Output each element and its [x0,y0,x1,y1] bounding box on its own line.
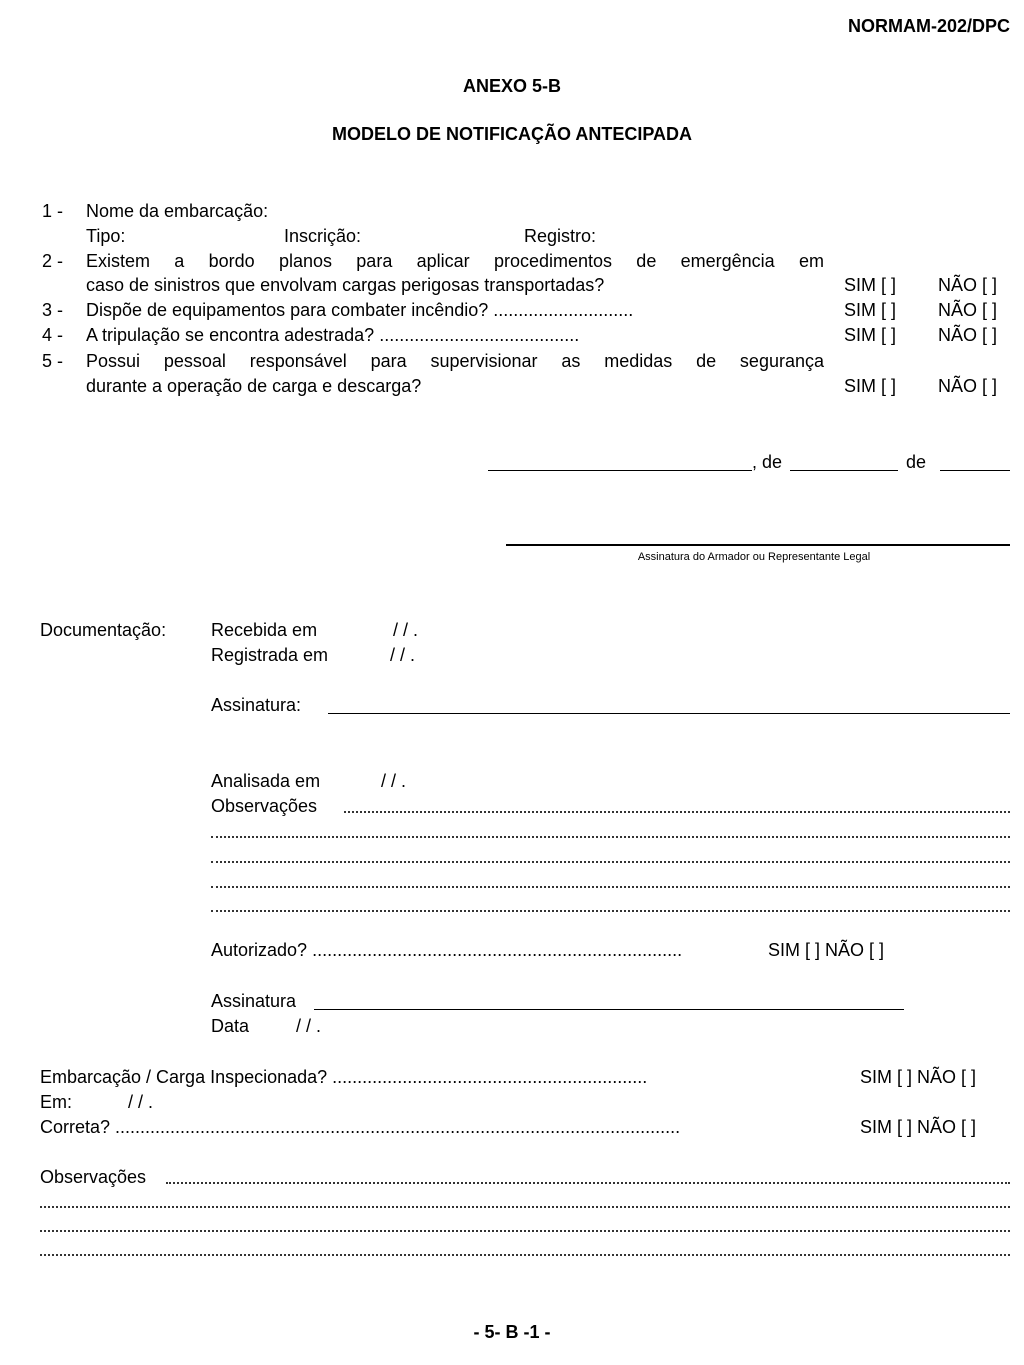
place-blank-line[interactable] [488,470,752,471]
observacoes-final-line-2[interactable] [40,1206,1010,1208]
owner-signature-caption: Assinatura do Armador ou Representante Legal [637,551,871,563]
item-4-text: A tripulação se encontra adestrada? ........................................ [86,325,580,345]
item-4-sim[interactable]: SIM [ ] [844,325,897,345]
item-5-line-2: durante a operação de carga e descarga? [86,376,422,396]
assinatura2-line[interactable] [314,1009,904,1010]
owner-signature-line[interactable] [506,544,1010,546]
assinatura2-label: Assinatura [211,991,297,1011]
item-5-line-1: Possui pessoal responsável para supervisionar as medidas de segurança [86,351,824,371]
assinatura-line[interactable] [328,713,1010,714]
observacoes-doc-line-2[interactable] [211,836,1010,838]
item-2-line-2: caso de sinistros que envolvam cargas perigosas transportadas? [86,275,605,295]
observacoes-final-line-1[interactable] [166,1182,1010,1184]
date-de-1: , de [752,452,783,472]
observacoes-doc-line-4[interactable] [211,886,1010,888]
year-blank-line[interactable] [940,470,1010,471]
registrada-label: Registrada em [211,645,329,665]
observacoes-doc-line-1[interactable] [344,811,1010,813]
autorizado-sim-nao[interactable]: SIM [ ] NÃO [ ] [768,940,885,960]
item-3-text: Dispõe de equipamentos para combater incêndio? ............................ [86,300,634,320]
assinatura-label: Assinatura: [211,695,302,715]
item-3-number: 3 - [42,300,64,320]
item-2-nao[interactable]: NÃO [ ] [938,275,998,295]
item-1-label: Nome da embarcação: [86,201,269,221]
item-3-nao[interactable]: NÃO [ ] [938,300,998,320]
observacoes-doc-line-5[interactable] [211,910,1010,912]
annex-title: ANEXO 5-B [462,76,561,96]
observacoes-doc-line-3[interactable] [211,861,1010,863]
analisada-date-slashes[interactable]: / / . [381,771,407,791]
item-1-number: 1 - [42,201,64,221]
item-1-registro: Registro: [524,226,597,246]
item-1-inscricao: Inscrição: [284,226,362,246]
observacoes-final-line-3[interactable] [40,1230,1010,1232]
recebida-date-slashes[interactable]: / / . [393,620,419,640]
item-2-sim[interactable]: SIM [ ] [844,275,897,295]
em-date-slashes[interactable]: / / . [128,1092,154,1112]
item-2-line-1: Existem a bordo planos para aplicar procedimentos de emergência em [86,251,824,271]
item-4-number: 4 - [42,325,64,345]
recebida-label: Recebida em [211,620,318,640]
observacoes-doc-label: Observações [211,796,318,816]
analisada-label: Analisada em [211,771,321,791]
autorizado-label: Autorizado? .......................................................................... [211,940,683,960]
documentacao-label: Documentação: [40,620,167,640]
correta-label: Correta? ................................................................................................................. [40,1117,681,1137]
page-number: - 5- B -1 - [473,1322,551,1342]
item-5-number: 5 - [42,351,64,371]
observacoes-final-label: Observações [40,1167,147,1187]
data-date-slashes[interactable]: / / . [296,1016,322,1036]
item-4-nao[interactable]: NÃO [ ] [938,325,998,345]
observacoes-final-line-4[interactable] [40,1254,1010,1256]
item-2-number: 2 - [42,251,64,271]
embarcacao-inspecionada-label: Embarcação / Carga Inspecionada? ............................................................... [40,1067,648,1087]
item-5-nao[interactable]: NÃO [ ] [938,376,998,396]
em-label: Em: [40,1092,73,1112]
item-3-sim[interactable]: SIM [ ] [844,300,897,320]
data-label: Data [211,1016,250,1036]
month-blank-line[interactable] [790,470,898,471]
item-5-sim[interactable]: SIM [ ] [844,376,897,396]
document-code: NORMAM-202/DPC [847,16,1010,36]
correta-sim-nao[interactable]: SIM [ ] NÃO [ ] [860,1117,977,1137]
annex-subtitle: MODELO DE NOTIFICAÇÃO ANTECIPADA [332,124,692,144]
date-de-2: de [906,452,927,472]
embarcacao-inspecionada-sim-nao[interactable]: SIM [ ] NÃO [ ] [860,1067,977,1087]
registrada-date-slashes[interactable]: / / . [390,645,416,665]
item-1-tipo: Tipo: [86,226,126,246]
